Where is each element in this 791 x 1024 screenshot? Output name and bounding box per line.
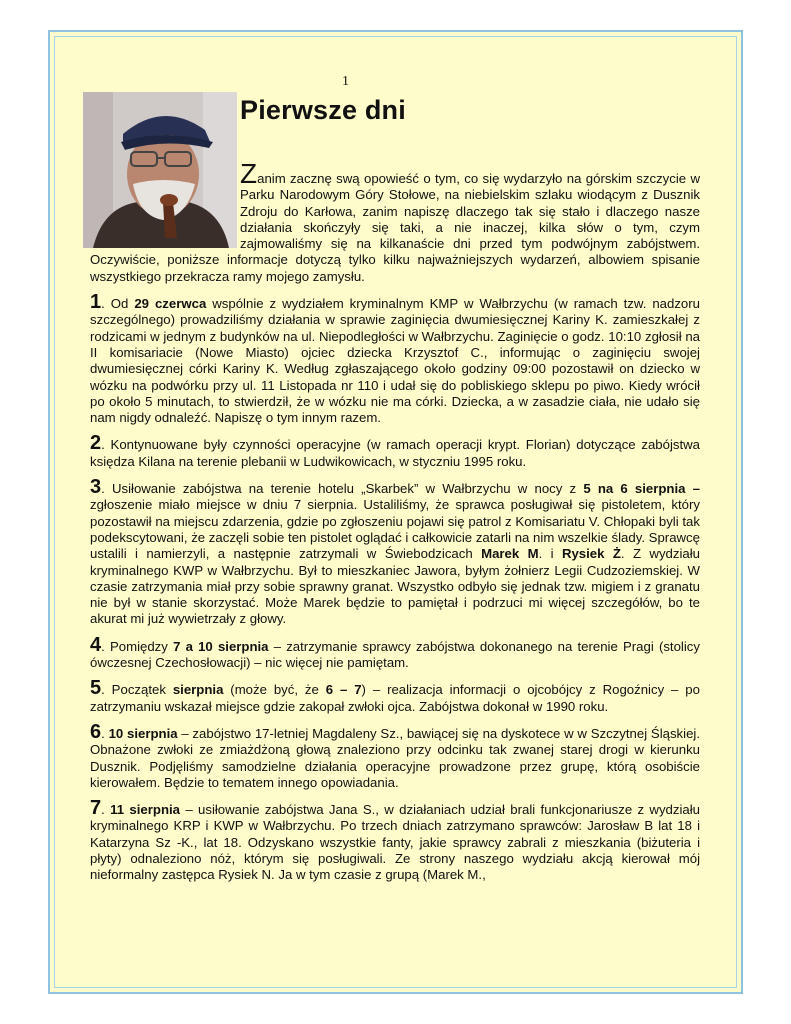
intro-text: anim zacznę swą opowieść o tym, co się wydarzyło na górskim szczycie w Parku Narodowym Góry Stołowe, na niebielskim szlaku wiodącym z Dusznik Zdroju do Karłowa, zanim napiszę dlaczego tak się stało i dlaczego nasze działania skończyły się taki, a nie inaczej, kilka słów o tym, czym zajmowaliśmy się na kilkanaście dni przed tym podwójnym zabójstwem. Oczywiście, poniższe informacje dotyczą tylko kilku najważniejszych wydarzeń, albowiem spisanie wszystkiego przekracza ramy mojego zamysłu. bbox=[90, 171, 700, 284]
document-title: Pierwsze dni bbox=[240, 95, 406, 125]
intro-paragraph bbox=[90, 158, 700, 285]
drop-cap: Z bbox=[240, 158, 258, 189]
list-item: 7. 11 sierpnia – usiłowanie zabójstwa Jana S., w działaniach udział brali funkcjonariusze z wydziału kryminalnego KRP i KWP w Wałbrzychu. Po trzech dniach zatrzymano sprawców: Jarosław B lat 18 i Katarzyna Sz -K., lat 18. Odzyskano wszystkie fanty, jakie sprawcy zabrali z mieszkania (biżuteria i płyty) odnaleziono nóż, którym się posługiwali. Ze strony naszego wydziału akcją kierował mój nieformalny zastępca Rysiek N. Ja w tym czasie z grupą (Marek M., bbox=[90, 797, 701, 883]
list-item: 6. 10 sierpnia – zabójstwo 17-letniej Magdaleny Sz., bawiącej się na dyskotece w w Szczytnej Śląskiej. Obnażone zwłoki ze zmiażdżoną głową znaleziono przy odcinku tak zwanej starej drogi w kierunku Dusznik. Podjęliśmy samodzielne działania operacyjne prowadzone przez grupę, którą osobiście kierowałem. Będzie to tematem innego opowiadania. bbox=[90, 720, 701, 790]
document-body bbox=[90, 158, 701, 893]
list-item: 2. Kontynuowane były czynności operacyjne (w ramach operacji krypt. Florian) dotyczące zabójstwa księdza Kilana na terenie plebanii w Ludwikowicach, w styczniu 1995 roku. bbox=[90, 432, 700, 469]
list-item: 3. Usiłowanie zabójstwa na terenie hotelu „Skarbek” w Wałbrzychu w nocy z 5 na 6 sierpnia – zgłoszenie miało miejsce w dniu 7 sierpnia. Ustaliliśmy, że sprawca posługiwał się pistoletem, który pozostawił na miejscu zdarzenia, gdzie po zgłoszeniu pojawi się patrol z Komisariatu V. Chłopaki byli tak podekscytowani, że zaczęli sobie ten pistolet oglądać i całkowicie zatarli na nim wszelkie ślady. Sprawcę ustalili i namierzyli, a następnie zatrzymali w Świebodzicach Marek M. i Rysiek Ż. Z wydziału kryminalnego KWP w Wałbrzychu. Był to mieszkaniec Jawora, byłym żołnierz Legii Cudzoziemskiej. W czasie zatrzymania miał przy sobie sprawny granat. Wszystko odbyło się jednak tzw. migiem i z granatu nie był w stanie skorzystać. Może Marek będzie to pamiętał i podrzuci mi więcej szczegółów, bo te akurat mi już wywietrzały z głowy. bbox=[90, 476, 700, 627]
page-number: 1 bbox=[342, 74, 349, 89]
list-item: 4. Pomiędzy 7 a 10 sierpnia – zatrzymanie sprawcy zabójstwa dokonanego na terenie Pragi (stolicy ówczesnej Czechosłowacji) – nic więcej nie pamiętam. bbox=[90, 633, 700, 671]
list-item: 1. Od 29 czerwca wspólnie z wydziałem kryminalnym KMP w Wałbrzychu (w ramach tzw. nadzoru szczególnego) prowadziliśmy działania w sprawie zaginięcia dwumiesięcznej Kariny K. zamieszkałej z rodzicami w jednym z budynków na ul. Niepodległości w Wałbrzychu. Zaginięcie o godz. 10:10 zgłosił na II komisariacie (Nowe Miasto) ojciec dziecka Krzysztof C., informując o zaginięciu swojej dwumiesięcznej córki Kariny K. Według zgłaszającego około godziny 09:00 pozostawił on dziecko w wózku na podwórku przy ul. 11 Listopada nr 110 i udał się do pobliskiego sklepu po piwo. Kiedy wrócił po około 5 minutach, to stwierdził, że w wózku nie ma córki. Dziecka, a w zasadzie ciała, nie udało się nam nigdy odnaleźć. Napiszę o tym innym razem. bbox=[90, 291, 700, 426]
list-item: 5. Początek sierpnia (może być, że 6 – 7) – realizacja informacji o ojcobójcy z Rogoźnicy – po zatrzymaniu wskazał miejsce gdzie zakopał zwłoki ojca. Zabójstwa dokonał w 1990 roku. bbox=[90, 677, 700, 714]
